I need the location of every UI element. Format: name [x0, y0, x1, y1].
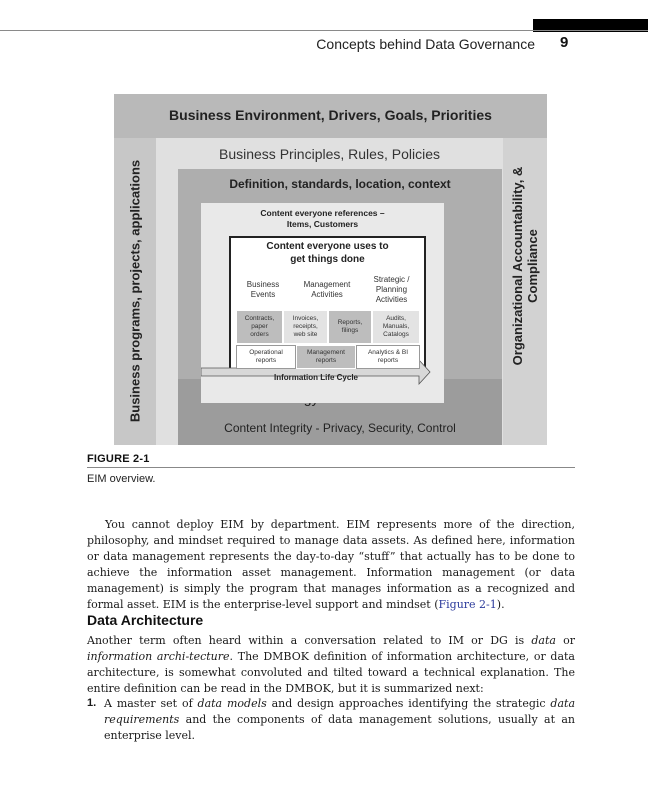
- report-text: reports: [315, 357, 337, 364]
- right-side-label-line1: Organizational Accountability, &: [510, 166, 525, 366]
- document-text: Invoices,: [292, 315, 319, 322]
- uses-line2: get things done: [290, 254, 365, 265]
- eim-figure: [114, 94, 547, 445]
- report-text: reports: [377, 357, 399, 364]
- body-paragraph-1: [87, 517, 575, 613]
- list-text: and the components of data management solutions, usually at an enterprise level.: [104, 713, 575, 742]
- para1-text-end: ).: [496, 598, 505, 611]
- document-cell: [328, 310, 372, 344]
- list-emphasis: data models: [197, 697, 267, 710]
- activity-text: Activities: [375, 295, 408, 304]
- documents-row: [236, 310, 420, 344]
- running-head: Concepts behind Data Governance: [316, 36, 535, 52]
- left-side-label: Business programs, projects, applications: [127, 159, 143, 423]
- activity-text: Management: [303, 280, 351, 289]
- para2-emphasis: data: [531, 634, 556, 647]
- document-text: Audits,: [386, 315, 406, 322]
- document-text: Catalogs: [383, 331, 409, 338]
- document-text: orders: [250, 331, 269, 338]
- document-cell: [236, 310, 283, 344]
- left-side-band: [114, 138, 156, 445]
- activity-text: Activities: [311, 290, 343, 299]
- uses-label: [231, 240, 424, 266]
- header-rule: [0, 30, 648, 31]
- para2-text: Another term often heard within a conversation related to IM or DG is: [87, 634, 532, 647]
- right-side-band: [503, 138, 547, 445]
- document-text: web site: [293, 331, 318, 338]
- activity-text: Strategic /: [373, 275, 410, 284]
- integrity-label: Content Integrity - Privacy, Security, Control: [224, 421, 456, 435]
- page-number: 9: [560, 34, 569, 51]
- activity-text: Planning: [375, 285, 408, 294]
- document-text: receipts,: [293, 323, 318, 330]
- body-paragraph-2: [87, 633, 575, 697]
- list-text: A master set of: [104, 697, 198, 710]
- figure-label: FIGURE 2-1: [87, 453, 150, 465]
- para2-text: . The DMBOK definition of information architecture, or data architecture, is somewhat convoluted and tilted toward a technical explanation. The entire definition can be read in the DMBOK, but it is summarized next:: [87, 650, 575, 695]
- references-line2: Items, Customers: [286, 219, 359, 229]
- activity-text: Business: [246, 280, 280, 289]
- document-text: paper: [251, 323, 268, 330]
- report-cell: [296, 345, 356, 369]
- para2-emphasis: information archi-tecture: [87, 650, 230, 663]
- list-item-text: [104, 696, 575, 744]
- activity-cell: [231, 270, 295, 310]
- uses-line1: Content everyone uses to: [266, 241, 389, 252]
- definition-label: Definition, standards, location, context: [229, 177, 451, 191]
- list-emphasis: data requirements: [104, 697, 575, 726]
- principles-label: Business Principles, Rules, Policies: [219, 146, 440, 162]
- activities-row: [231, 270, 424, 310]
- report-text: Analytics & BI: [367, 349, 409, 356]
- report-cell: [236, 345, 296, 369]
- report-cell: [356, 345, 420, 369]
- report-text: reports: [255, 357, 277, 364]
- figure-rule: [87, 467, 575, 468]
- report-text: Management: [307, 349, 345, 356]
- report-text: Operational: [249, 349, 283, 356]
- figure-reference-link[interactable]: Figure 2-1: [438, 598, 497, 611]
- para1-text: You cannot deploy EIM by department. EIM represents more of the direction, philosophy, and mindset required to manage data assets. As defined here, information or data management represents the day-to-day “stuff” that actually has to be done to achieve the information asset management. Information management (or data management) is simply the program that manages information as a recognized and formal asset. EIM is the enterprise-level support and mindset (: [87, 518, 575, 611]
- right-side-label-line2: Compliance: [525, 229, 540, 303]
- references-line1: Content everyone references –: [260, 208, 385, 218]
- right-side-label: [510, 167, 540, 366]
- environment-label: Business Environment, Drivers, Goals, Priorities: [169, 107, 492, 123]
- activity-cell: [359, 270, 424, 310]
- lifecycle-label: Information Life Cycle: [273, 373, 358, 382]
- figure-caption: EIM overview.: [87, 473, 156, 485]
- activity-text: Events: [250, 290, 276, 299]
- document-cell: [283, 310, 328, 344]
- reports-row: [236, 345, 420, 369]
- para2-text: or: [555, 634, 575, 647]
- document-text: Reports,: [337, 319, 363, 326]
- document-text: Manuals,: [382, 323, 410, 330]
- environment-layer: [114, 94, 547, 138]
- references-label: [201, 208, 444, 230]
- document-cell: [372, 310, 420, 344]
- list-text: and design approaches identifying the strategic: [266, 697, 551, 710]
- list-item-number: 1.: [87, 697, 97, 709]
- activity-cell: [295, 270, 359, 310]
- document-text: Contracts,: [244, 315, 275, 322]
- section-heading: Data Architecture: [87, 612, 204, 628]
- document-text: filings: [341, 327, 359, 334]
